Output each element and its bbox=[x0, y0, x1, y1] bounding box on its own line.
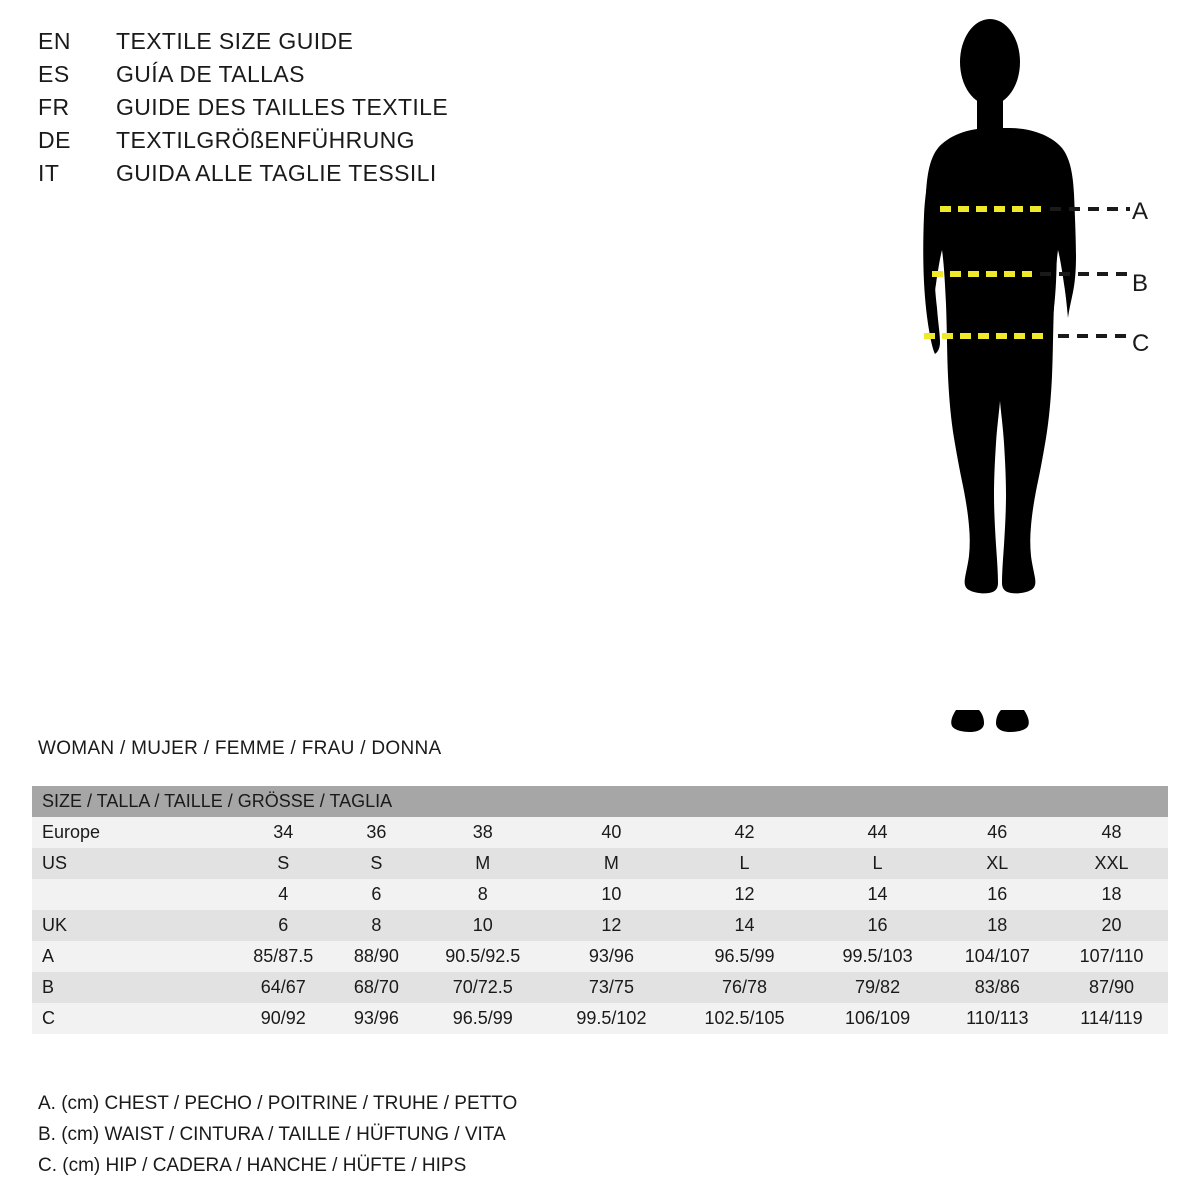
cell-a-2: 88/90 bbox=[353, 946, 399, 966]
size-table bbox=[32, 786, 1168, 1034]
title-row-it bbox=[38, 160, 598, 193]
title-lang-es: ES bbox=[38, 61, 70, 87]
cell-us-4: M bbox=[603, 853, 619, 873]
table-row bbox=[32, 879, 1168, 910]
footnote-a: A. (cm) CHEST / PECHO / POITRINE / TRUHE / PETTO bbox=[38, 1093, 518, 1114]
title-block bbox=[38, 28, 598, 193]
cell-europe-5: 42 bbox=[734, 822, 755, 842]
title-text-es: GUÍA DE TALLAS bbox=[116, 61, 305, 87]
cell-us-1: S bbox=[277, 853, 290, 873]
cell-uk-7: 18 bbox=[987, 915, 1008, 935]
table-header-row bbox=[32, 786, 1168, 817]
footnotes bbox=[38, 1088, 517, 1181]
cell-usnum-6: 14 bbox=[867, 884, 888, 904]
measure-label-a: A bbox=[1132, 198, 1149, 225]
cell-us-7: XL bbox=[986, 853, 1009, 873]
cell-europe-4: 40 bbox=[601, 822, 622, 842]
cell-europe-3: 38 bbox=[472, 822, 493, 842]
cell-us-8: XXL bbox=[1094, 853, 1129, 873]
cell-europe-8: 48 bbox=[1101, 822, 1122, 842]
title-lang-it: IT bbox=[38, 160, 60, 186]
cell-us-6: L bbox=[872, 853, 883, 873]
title-lang-en: EN bbox=[38, 28, 71, 54]
cell-a-3: 90.5/92.5 bbox=[445, 946, 521, 966]
cell-usnum-3: 8 bbox=[477, 884, 488, 904]
cell-uk-6: 16 bbox=[867, 915, 888, 935]
cell-usnum-8: 18 bbox=[1101, 884, 1122, 904]
cell-c-5: 102.5/105 bbox=[704, 1008, 785, 1028]
cell-a-8: 107/110 bbox=[1079, 946, 1144, 966]
cell-uk-5: 14 bbox=[734, 915, 755, 935]
cell-c-4: 99.5/102 bbox=[576, 1008, 647, 1028]
title-lang-fr: FR bbox=[38, 94, 70, 120]
cell-c-8: 114/119 bbox=[1080, 1008, 1143, 1028]
measure-label-b: B bbox=[1132, 270, 1149, 297]
cell-a-7: 104/107 bbox=[964, 946, 1030, 966]
cell-us-3: M bbox=[475, 853, 491, 873]
cell-b-2: 68/70 bbox=[353, 977, 399, 997]
cell-c-6: 106/109 bbox=[845, 1008, 911, 1028]
silhouette-body bbox=[923, 19, 1076, 732]
silhouette-svg bbox=[860, 10, 1190, 740]
cell-b-6: 79/82 bbox=[855, 977, 901, 997]
cell-c-2: 93/96 bbox=[353, 1008, 399, 1028]
table-row bbox=[32, 910, 1168, 941]
cell-b-8: 87/90 bbox=[1088, 977, 1135, 997]
cell-us-5: L bbox=[739, 853, 750, 873]
cell-c-3: 96.5/99 bbox=[452, 1008, 513, 1028]
title-text-de: TEXTILGRÖßENFÜHRUNG bbox=[116, 127, 415, 153]
cell-a-4: 93/96 bbox=[588, 946, 634, 966]
cell-us-2: S bbox=[370, 853, 383, 873]
title-row-es bbox=[38, 61, 598, 94]
title-text-fr: GUIDE DES TAILLES TEXTILE bbox=[116, 94, 449, 120]
cell-c-7: 110/113 bbox=[966, 1008, 1029, 1028]
table-row bbox=[32, 1003, 1168, 1034]
cell-europe-2: 36 bbox=[366, 822, 387, 842]
row-label-us: US bbox=[42, 853, 68, 873]
title-row-fr bbox=[38, 94, 598, 127]
row-label-us-numeric bbox=[32, 879, 230, 910]
cell-usnum-7: 16 bbox=[987, 884, 1008, 904]
cell-uk-8: 20 bbox=[1101, 915, 1122, 935]
row-label-c: C bbox=[42, 1008, 55, 1028]
title-text-it: GUIDA ALLE TAGLIE TESSILI bbox=[116, 160, 437, 186]
table-row bbox=[32, 848, 1168, 879]
cell-c-1: 90/92 bbox=[260, 1008, 306, 1028]
cell-a-5: 96.5/99 bbox=[714, 946, 775, 966]
table-row bbox=[32, 817, 1168, 848]
cell-a-6: 99.5/103 bbox=[842, 946, 913, 966]
cell-uk-1: 6 bbox=[278, 915, 289, 935]
cell-a-1: 85/87.5 bbox=[253, 946, 314, 966]
footnote-b: B. (cm) WAIST / CINTURA / TAILLE / HÜFTUNG / VITA bbox=[38, 1124, 506, 1145]
female-silhouette-figure bbox=[860, 10, 1190, 740]
row-label-a: A bbox=[42, 946, 55, 966]
cell-b-7: 83/86 bbox=[974, 977, 1020, 997]
table-row bbox=[32, 941, 1168, 972]
section-heading-woman: WOMAN / MUJER / FEMME / FRAU / DONNA bbox=[38, 738, 442, 759]
cell-b-4: 73/75 bbox=[588, 977, 634, 997]
row-label-uk: UK bbox=[42, 915, 68, 935]
cell-b-3: 70/72.5 bbox=[452, 977, 513, 997]
cell-b-1: 64/67 bbox=[260, 977, 306, 997]
cell-usnum-1: 4 bbox=[278, 884, 289, 904]
title-lang-de: DE bbox=[38, 127, 71, 153]
footnote-c: C. (cm) HIP / CADERA / HANCHE / HÜFTE / HIPS bbox=[38, 1155, 467, 1176]
table-row bbox=[32, 972, 1168, 1003]
cell-usnum-4: 10 bbox=[601, 884, 622, 904]
cell-uk-2: 8 bbox=[371, 915, 382, 935]
measure-label-c: C bbox=[1132, 330, 1150, 357]
cell-uk-4: 12 bbox=[601, 915, 622, 935]
title-text-en: TEXTILE SIZE GUIDE bbox=[116, 28, 354, 54]
title-row-en bbox=[38, 28, 598, 61]
cell-uk-3: 10 bbox=[472, 915, 493, 935]
cell-europe-6: 44 bbox=[867, 822, 888, 842]
cell-europe-7: 46 bbox=[987, 822, 1008, 842]
table-header-label: SIZE / TALLA / TAILLE / GRÖSSE / TAGLIA bbox=[42, 791, 393, 811]
row-label-b: B bbox=[42, 977, 55, 997]
cell-usnum-2: 6 bbox=[371, 884, 382, 904]
title-row-de bbox=[38, 127, 598, 160]
cell-usnum-5: 12 bbox=[734, 884, 755, 904]
cell-b-5: 76/78 bbox=[721, 977, 768, 997]
cell-europe-1: 34 bbox=[273, 822, 294, 842]
row-label-europe: Europe bbox=[42, 822, 101, 842]
